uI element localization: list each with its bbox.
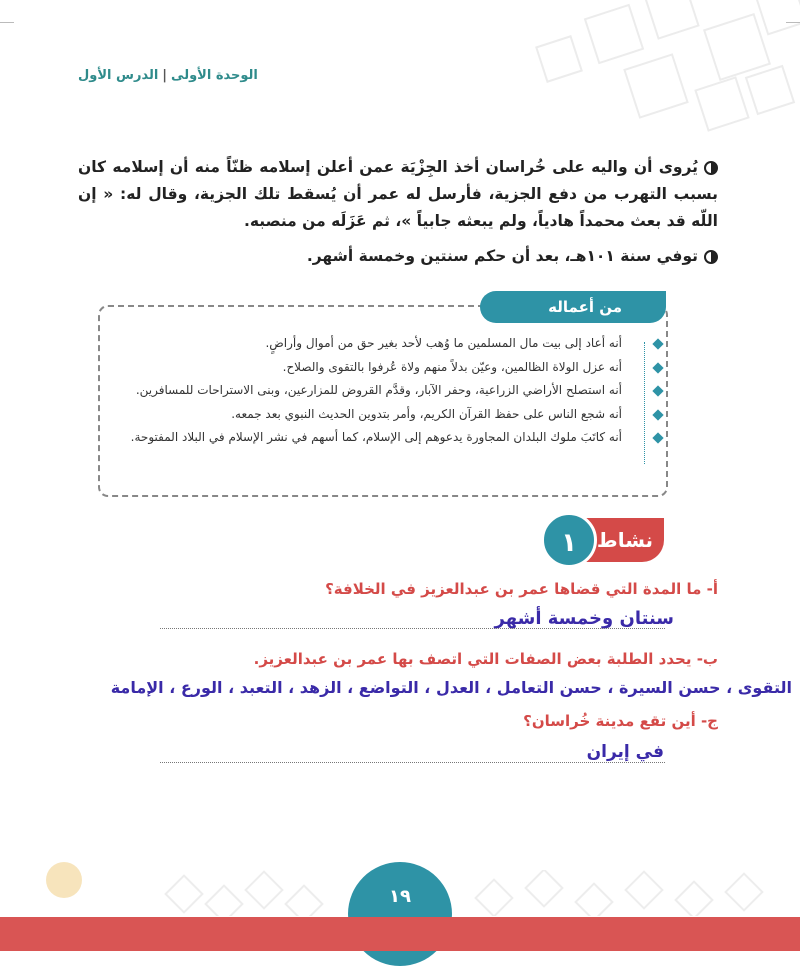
intro-paragraph-1 <box>78 154 718 235</box>
works-item-text: أنه عزل الولاة الظالمين، وعيّن بدلاً منهم ولاة عُرفوا بالتقوى والصلاح. <box>282 359 622 374</box>
decorative-pattern-bottom-right <box>460 870 780 916</box>
decorative-pattern-top <box>460 0 800 140</box>
activity-number: ١ <box>541 512 597 568</box>
works-item <box>135 379 646 403</box>
crop-mark-top-left <box>0 22 14 23</box>
unit-title: الوحدة الأولى <box>171 68 258 83</box>
question-a: أ- ما المدة التي قضاها عمر بن عبدالعزيز في الخلافة؟ <box>325 580 718 598</box>
decorative-pattern-bottom-left <box>150 870 340 916</box>
answer-line-a <box>160 628 665 629</box>
works-item-text: أنه شجع الناس على حفظ القرآن الكريم، وأمر بتدوين الحديث النبوي بعد جمعه. <box>231 406 622 421</box>
answer-c: في إيران <box>586 742 664 762</box>
intro-paragraph-2-text: توفي سنة ١٠١هـ، بعد أن حكم سنتين وخمسة أشهر. <box>306 247 698 265</box>
activity-label: نشاط <box>596 528 654 552</box>
works-item <box>138 332 646 356</box>
question-c: ج- أين تقع مدينة خُراسان؟ <box>523 712 718 730</box>
lesson-title: الدرس الأول <box>78 68 159 83</box>
works-item-text: أنه استصلح الأراضي الزراعية، وحفر الآبار، وقدَّم القروض للمزارعين، وبنى الاستراحات للمسافرين. <box>135 383 622 397</box>
page-number: ١٩ <box>389 886 411 907</box>
answer-b: التقوى ، حسن السيرة ، حسن التعامل ، العدل ، التواضع ، الزهد ، التعبد ، الورع ، الإمامة <box>110 678 792 697</box>
answer-a: سنتان وخمسة أشهر <box>494 608 674 629</box>
intro-paragraph-2 <box>78 243 718 270</box>
page-header <box>78 68 398 92</box>
intro-paragraph-1-text: يُروى أن واليه على خُراسان أخذ الجِزْيَة عمن أعلن إسلامه ظنّاً منه أن إسلامه كان بسبب التهرب من دفع الجزية، فأرسل له عمر أن يُسقط تلك الجزية، وقال له: « إن اللّه قد بعث محمداً هادياً، ولم يبعثه جابياً »، ثم عَزَلَه من منصبه. <box>78 158 718 230</box>
half-circle-bullet-icon <box>704 250 718 264</box>
header-separator: | <box>162 68 168 83</box>
works-item <box>138 403 646 427</box>
works-list <box>130 332 646 450</box>
works-item <box>130 426 646 450</box>
footer-bar <box>0 917 800 951</box>
works-item <box>138 356 646 380</box>
lamp-logo-icon <box>46 862 82 898</box>
answer-line-c <box>160 762 665 763</box>
question-b: ب- يحدد الطلبة بعض الصفات التي اتصف بها عمر بن عبدالعزيز. <box>253 650 718 668</box>
crop-mark-top-right <box>786 22 800 23</box>
works-title: من أعماله <box>480 291 666 323</box>
works-item-text: أنه أعاد إلى بيت مال المسلمين ما وُهب لأحد بغير حق من أموال وأراضٍ. <box>265 336 622 350</box>
works-item-text: أنه كاتَبَ ملوك البلدان المجاورة يدعوهم إلى الإسلام، كما أسهم في نشر الإسلام في البلاد المفتوحة. <box>130 430 622 444</box>
half-circle-bullet-icon <box>704 161 718 175</box>
